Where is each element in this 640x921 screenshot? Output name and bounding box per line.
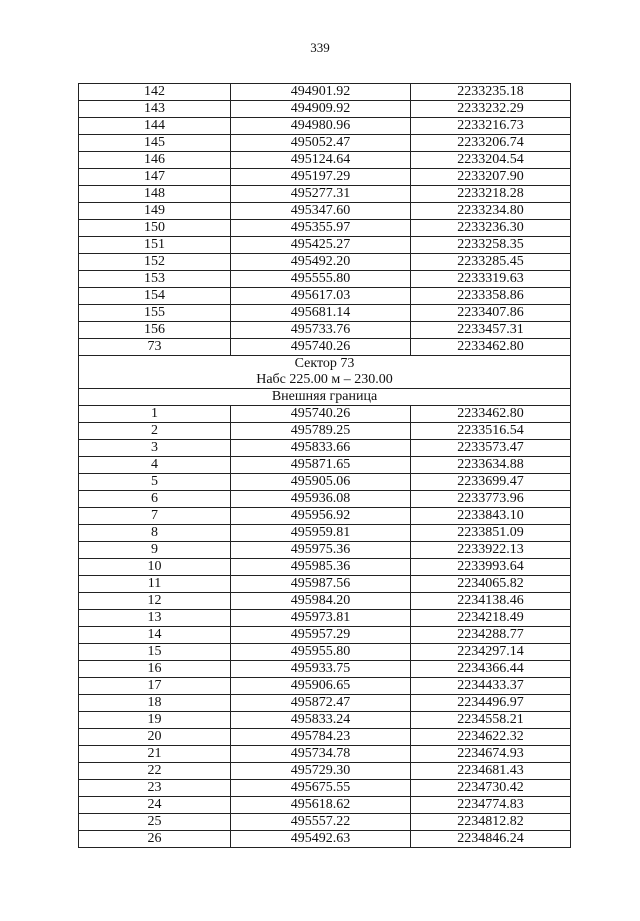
x-coordinate-cell: 495984.20 — [231, 593, 411, 610]
y-coordinate-cell: 2234138.46 — [411, 593, 571, 610]
table-row — [79, 491, 571, 508]
table-row — [79, 186, 571, 203]
x-coordinate-cell: 495052.47 — [231, 135, 411, 152]
y-coordinate-cell: 2233922.13 — [411, 542, 571, 559]
x-coordinate-cell: 495197.29 — [231, 169, 411, 186]
point-number-cell: 150 — [79, 220, 231, 237]
table-row — [79, 203, 571, 220]
point-number-cell: 10 — [79, 559, 231, 576]
y-coordinate-cell: 2234218.49 — [411, 610, 571, 627]
table-row — [79, 118, 571, 135]
table-row — [79, 797, 571, 814]
point-number-cell: 149 — [79, 203, 231, 220]
point-number-cell: 142 — [79, 84, 231, 101]
table-row — [79, 254, 571, 271]
point-number-cell: 23 — [79, 780, 231, 797]
table-body-top — [79, 84, 571, 356]
table-row — [79, 508, 571, 525]
x-coordinate-cell: 494909.92 — [231, 101, 411, 118]
table-row — [79, 220, 571, 237]
point-number-cell: 154 — [79, 288, 231, 305]
table-row — [79, 339, 571, 356]
x-coordinate-cell: 495492.20 — [231, 254, 411, 271]
point-number-cell: 145 — [79, 135, 231, 152]
point-number-cell: 148 — [79, 186, 231, 203]
table-row — [79, 423, 571, 440]
x-coordinate-cell: 495957.29 — [231, 627, 411, 644]
point-number-cell: 9 — [79, 542, 231, 559]
y-coordinate-cell: 2233843.10 — [411, 508, 571, 525]
point-number-cell: 4 — [79, 457, 231, 474]
y-coordinate-cell: 2233204.54 — [411, 152, 571, 169]
x-coordinate-cell: 495740.26 — [231, 339, 411, 356]
table-row — [79, 474, 571, 491]
x-coordinate-cell: 495425.27 — [231, 237, 411, 254]
table-row — [79, 678, 571, 695]
x-coordinate-cell: 495872.47 — [231, 695, 411, 712]
table-row — [79, 814, 571, 831]
table-row — [79, 84, 571, 101]
point-number-cell: 21 — [79, 746, 231, 763]
table-row — [79, 559, 571, 576]
table-row — [79, 576, 571, 593]
y-coordinate-cell: 2234774.83 — [411, 797, 571, 814]
point-number-cell: 6 — [79, 491, 231, 508]
table-row — [79, 271, 571, 288]
point-number-cell: 14 — [79, 627, 231, 644]
point-number-cell: 26 — [79, 831, 231, 848]
y-coordinate-cell: 2234846.24 — [411, 831, 571, 848]
sector-cell — [79, 356, 571, 389]
x-coordinate-cell: 495985.36 — [231, 559, 411, 576]
table-row — [79, 305, 571, 322]
y-coordinate-cell: 2233235.18 — [411, 84, 571, 101]
x-coordinate-cell: 495959.81 — [231, 525, 411, 542]
x-coordinate-cell: 495277.31 — [231, 186, 411, 203]
y-coordinate-cell: 2234288.77 — [411, 627, 571, 644]
point-number-cell: 73 — [79, 339, 231, 356]
coordinates-table — [78, 83, 571, 848]
table-body-bottom — [79, 406, 571, 848]
point-number-cell: 15 — [79, 644, 231, 661]
x-coordinate-cell: 495618.62 — [231, 797, 411, 814]
y-coordinate-cell: 2233285.45 — [411, 254, 571, 271]
point-number-cell: 25 — [79, 814, 231, 831]
point-number-cell: 22 — [79, 763, 231, 780]
x-coordinate-cell: 495833.24 — [231, 712, 411, 729]
y-coordinate-cell: 2233319.63 — [411, 271, 571, 288]
x-coordinate-cell: 495833.66 — [231, 440, 411, 457]
x-coordinate-cell: 495905.06 — [231, 474, 411, 491]
table-row — [79, 831, 571, 848]
table-row — [79, 644, 571, 661]
point-number-cell: 155 — [79, 305, 231, 322]
point-number-cell: 19 — [79, 712, 231, 729]
y-coordinate-cell: 2234297.14 — [411, 644, 571, 661]
x-coordinate-cell: 495740.26 — [231, 406, 411, 423]
x-coordinate-cell: 495936.08 — [231, 491, 411, 508]
y-coordinate-cell: 2233634.88 — [411, 457, 571, 474]
x-coordinate-cell: 495555.80 — [231, 271, 411, 288]
boundary-label: Внешняя граница — [79, 389, 571, 406]
y-coordinate-cell: 2234812.82 — [411, 814, 571, 831]
x-coordinate-cell: 495973.81 — [231, 610, 411, 627]
table-row — [79, 525, 571, 542]
x-coordinate-cell: 495492.63 — [231, 831, 411, 848]
y-coordinate-cell: 2233258.35 — [411, 237, 571, 254]
table-row — [79, 627, 571, 644]
y-coordinate-cell: 2233232.29 — [411, 101, 571, 118]
table-row — [79, 457, 571, 474]
point-number-cell: 24 — [79, 797, 231, 814]
y-coordinate-cell: 2233234.80 — [411, 203, 571, 220]
point-number-cell: 11 — [79, 576, 231, 593]
x-coordinate-cell: 495987.56 — [231, 576, 411, 593]
table-row — [79, 780, 571, 797]
y-coordinate-cell: 2233773.96 — [411, 491, 571, 508]
x-coordinate-cell: 495906.65 — [231, 678, 411, 695]
x-coordinate-cell: 495975.36 — [231, 542, 411, 559]
point-number-cell: 152 — [79, 254, 231, 271]
x-coordinate-cell: 495871.65 — [231, 457, 411, 474]
sector-title: Сектор 73 — [294, 356, 355, 371]
y-coordinate-cell: 2234681.43 — [411, 763, 571, 780]
y-coordinate-cell: 2233236.30 — [411, 220, 571, 237]
point-number-cell: 12 — [79, 593, 231, 610]
table-row — [79, 322, 571, 339]
sector-row — [79, 356, 571, 389]
y-coordinate-cell: 2234065.82 — [411, 576, 571, 593]
x-coordinate-cell: 495617.03 — [231, 288, 411, 305]
point-number-cell: 16 — [79, 661, 231, 678]
table-row — [79, 695, 571, 712]
table-row — [79, 542, 571, 559]
point-number-cell: 2 — [79, 423, 231, 440]
y-coordinate-cell: 2234558.21 — [411, 712, 571, 729]
point-number-cell: 156 — [79, 322, 231, 339]
table-row — [79, 610, 571, 627]
point-number-cell: 144 — [79, 118, 231, 135]
x-coordinate-cell: 495734.78 — [231, 746, 411, 763]
x-coordinate-cell: 495355.97 — [231, 220, 411, 237]
table-row — [79, 763, 571, 780]
x-coordinate-cell: 495681.14 — [231, 305, 411, 322]
y-coordinate-cell: 2233407.86 — [411, 305, 571, 322]
y-coordinate-cell: 2233207.90 — [411, 169, 571, 186]
point-number-cell: 20 — [79, 729, 231, 746]
y-coordinate-cell: 2233457.31 — [411, 322, 571, 339]
point-number-cell: 8 — [79, 525, 231, 542]
table-row — [79, 661, 571, 678]
y-coordinate-cell: 2234433.37 — [411, 678, 571, 695]
table-row — [79, 152, 571, 169]
point-number-cell: 1 — [79, 406, 231, 423]
x-coordinate-cell: 495784.23 — [231, 729, 411, 746]
x-coordinate-cell: 495347.60 — [231, 203, 411, 220]
page-number: 339 — [310, 40, 330, 55]
x-coordinate-cell: 495675.55 — [231, 780, 411, 797]
point-number-cell: 13 — [79, 610, 231, 627]
y-coordinate-cell: 2233206.74 — [411, 135, 571, 152]
x-coordinate-cell: 495729.30 — [231, 763, 411, 780]
table-row — [79, 746, 571, 763]
point-number-cell: 146 — [79, 152, 231, 169]
y-coordinate-cell: 2233573.47 — [411, 440, 571, 457]
y-coordinate-cell: 2233699.47 — [411, 474, 571, 491]
y-coordinate-cell: 2233516.54 — [411, 423, 571, 440]
y-coordinate-cell: 2234674.93 — [411, 746, 571, 763]
table-row — [79, 135, 571, 152]
y-coordinate-cell: 2234496.97 — [411, 695, 571, 712]
point-number-cell: 143 — [79, 101, 231, 118]
x-coordinate-cell: 495789.25 — [231, 423, 411, 440]
y-coordinate-cell: 2233993.64 — [411, 559, 571, 576]
x-coordinate-cell: 495956.92 — [231, 508, 411, 525]
point-number-cell: 17 — [79, 678, 231, 695]
sector-header — [79, 356, 571, 406]
table-row — [79, 729, 571, 746]
x-coordinate-cell: 495733.76 — [231, 322, 411, 339]
sector-subtitle: Набс 225.00 м – 230.00 — [256, 372, 393, 387]
table-row — [79, 288, 571, 305]
x-coordinate-cell: 495933.75 — [231, 661, 411, 678]
y-coordinate-cell: 2233358.86 — [411, 288, 571, 305]
x-coordinate-cell: 495955.80 — [231, 644, 411, 661]
x-coordinate-cell: 494980.96 — [231, 118, 411, 135]
y-coordinate-cell: 2233462.80 — [411, 339, 571, 356]
table-row — [79, 101, 571, 118]
table-row — [79, 169, 571, 186]
table-row — [79, 237, 571, 254]
point-number-cell: 7 — [79, 508, 231, 525]
y-coordinate-cell: 2233216.73 — [411, 118, 571, 135]
y-coordinate-cell: 2233851.09 — [411, 525, 571, 542]
point-number-cell: 151 — [79, 237, 231, 254]
table-row — [79, 712, 571, 729]
y-coordinate-cell: 2234366.44 — [411, 661, 571, 678]
boundary-row — [79, 389, 571, 406]
y-coordinate-cell: 2233218.28 — [411, 186, 571, 203]
point-number-cell: 5 — [79, 474, 231, 491]
y-coordinate-cell: 2234622.32 — [411, 729, 571, 746]
point-number-cell: 153 — [79, 271, 231, 288]
table-row — [79, 440, 571, 457]
table-row — [79, 593, 571, 610]
x-coordinate-cell: 495557.22 — [231, 814, 411, 831]
x-coordinate-cell: 494901.92 — [231, 84, 411, 101]
point-number-cell: 3 — [79, 440, 231, 457]
x-coordinate-cell: 495124.64 — [231, 152, 411, 169]
y-coordinate-cell: 2234730.42 — [411, 780, 571, 797]
point-number-cell: 147 — [79, 169, 231, 186]
y-coordinate-cell: 2233462.80 — [411, 406, 571, 423]
point-number-cell: 18 — [79, 695, 231, 712]
table-row — [79, 406, 571, 423]
